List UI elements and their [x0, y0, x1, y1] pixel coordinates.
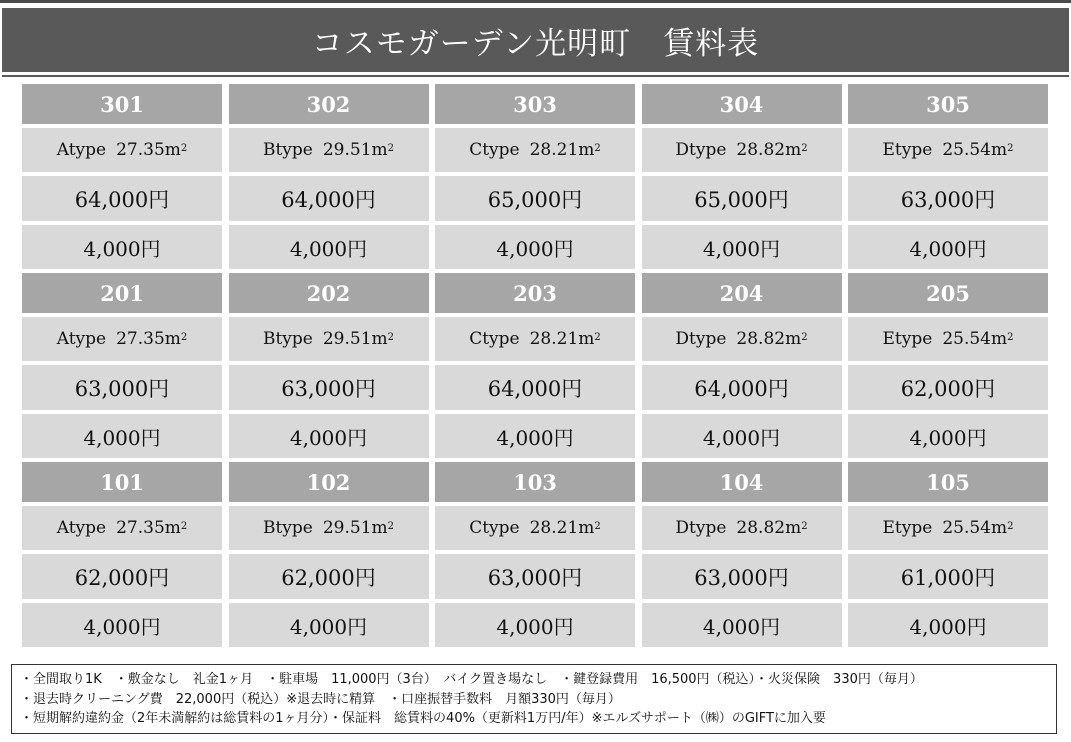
unit-type-cell	[22, 506, 222, 550]
management-fee-cell	[642, 603, 842, 647]
unit-type-label: Atype	[56, 140, 107, 160]
management-fee-cell	[22, 225, 222, 269]
unit-area-value: 28.82	[736, 329, 786, 349]
area-unit-exponent: 2	[387, 142, 395, 154]
room-number-text: 303	[513, 91, 557, 117]
area-unit: m	[164, 140, 181, 160]
area-unit: m	[371, 518, 388, 538]
unit-area-value: 28.21	[529, 518, 579, 538]
management-fee-cell	[229, 414, 429, 458]
area-unit: m	[990, 329, 1008, 349]
rent-cell	[435, 554, 635, 599]
rent-text: 63,000円	[281, 376, 376, 401]
room-number-cell	[642, 273, 842, 313]
notes-box	[11, 664, 1057, 734]
area-unit: m	[785, 518, 802, 538]
room-number-cell	[435, 462, 635, 502]
rent-cell	[435, 176, 635, 221]
room-number-text: 302	[306, 91, 351, 117]
management-fee-cell	[229, 225, 429, 269]
rent-text: 63,000円	[694, 565, 789, 590]
management-fee-cell	[642, 225, 842, 269]
unit-type-cell	[642, 317, 842, 361]
unit-type-cell	[848, 128, 1048, 172]
unit-type-label: Ctype	[469, 329, 520, 349]
area-unit: m	[578, 518, 595, 538]
rent-cell	[229, 365, 429, 410]
unit-area-value: 28.21	[529, 329, 579, 349]
room-number-cell	[229, 462, 429, 502]
rent-text: 65,000円	[694, 187, 789, 212]
room-number-text: 301	[100, 91, 144, 117]
management-fee-text: 4,000円	[909, 614, 987, 639]
rent-text: 63,000円	[900, 187, 996, 212]
rent-text: 62,000円	[900, 376, 996, 401]
rent-cell	[848, 176, 1048, 221]
management-fee-text: 4,000円	[702, 425, 781, 450]
room-number-text: 204	[719, 280, 764, 306]
rent-text: 64,000円	[487, 376, 583, 401]
management-fee-cell	[848, 225, 1048, 269]
room-number-text: 102	[306, 469, 351, 495]
management-fee-text: 4,000円	[909, 236, 987, 261]
unit-type-label: Ctype	[469, 518, 520, 538]
management-fee-text: 4,000円	[83, 236, 161, 261]
area-unit: m	[371, 329, 388, 349]
area-unit-exponent: 2	[801, 142, 808, 154]
unit-type-cell	[848, 506, 1048, 550]
rent-cell	[435, 365, 635, 410]
unit-type-label: Dtype	[675, 518, 727, 538]
room-number-cell	[229, 84, 429, 124]
area-unit: m	[578, 329, 595, 349]
unit-type-cell	[435, 128, 635, 172]
unit-type-cell	[848, 317, 1048, 361]
room-number-cell	[435, 84, 635, 124]
area-unit-exponent: 2	[1007, 331, 1014, 343]
rent-cell	[229, 554, 429, 599]
management-fee-cell	[848, 414, 1048, 458]
room-number-cell	[848, 462, 1048, 502]
management-fee-text: 4,000円	[496, 425, 574, 450]
room-number-text: 202	[306, 280, 351, 306]
management-fee-cell	[435, 225, 635, 269]
note-line-3: ・短期解約違約金（2年未満解約は総賃料の1ヶ月分）・保証料 総賃料の40%（更新料1万円/年）※エルズサポート（㈱）のGIFTに加入要	[20, 711, 826, 726]
rent-cell	[229, 176, 429, 221]
room-number-cell	[642, 462, 842, 502]
rent-text: 61,000円	[900, 565, 996, 590]
area-unit-exponent: 2	[387, 331, 395, 343]
unit-area-value: 28.82	[736, 518, 786, 538]
management-fee-text: 4,000円	[83, 614, 161, 639]
unit-area-value: 27.35	[116, 518, 165, 538]
page-title: コスモガーデン光明町 賃料表	[311, 25, 760, 62]
rent-text: 63,000円	[74, 376, 170, 401]
unit-type-cell	[435, 317, 635, 361]
rent-text: 62,000円	[281, 565, 376, 590]
management-fee-text: 4,000円	[289, 236, 368, 261]
rent-cell	[642, 554, 842, 599]
room-number-text: 203	[513, 280, 557, 306]
room-number-cell	[22, 273, 222, 313]
area-unit-exponent: 2	[1007, 520, 1014, 532]
area-unit-exponent: 2	[594, 331, 601, 343]
unit-type-cell	[435, 506, 635, 550]
unit-type-cell	[22, 128, 222, 172]
rent-cell	[848, 554, 1048, 599]
rent-cell	[642, 365, 842, 410]
area-unit-exponent: 2	[594, 142, 601, 154]
unit-type-label: Dtype	[675, 140, 727, 160]
unit-area-value: 25.54	[942, 140, 991, 160]
room-number-cell	[435, 273, 635, 313]
area-unit-exponent: 2	[180, 331, 188, 343]
management-fee-cell	[22, 414, 222, 458]
room-number-cell	[848, 273, 1048, 313]
unit-type-label: Etype	[882, 140, 933, 160]
unit-area-value: 29.51	[322, 140, 372, 160]
area-unit-exponent: 2	[387, 520, 395, 532]
area-unit: m	[990, 140, 1008, 160]
area-unit: m	[164, 518, 181, 538]
unit-type-label: Etype	[882, 518, 933, 538]
area-unit: m	[164, 329, 181, 349]
management-fee-text: 4,000円	[909, 425, 987, 450]
note-line-2: ・退去時クリーニング費 22,000円（税込）※退去時に精算 ・口座振替手数料 月額330円（毎月）	[20, 691, 621, 707]
unit-area-value: 27.35	[116, 329, 165, 349]
area-unit-exponent: 2	[594, 520, 601, 532]
unit-area-value: 25.54	[942, 329, 991, 349]
room-number-cell	[229, 273, 429, 313]
area-unit: m	[785, 329, 802, 349]
page-title-bar	[2, 8, 1069, 72]
management-fee-cell	[848, 603, 1048, 647]
unit-type-label: Btype	[262, 518, 313, 538]
area-unit: m	[785, 140, 802, 160]
rent-text: 65,000円	[487, 187, 583, 212]
room-number-cell	[848, 84, 1048, 124]
unit-type-label: Atype	[56, 518, 107, 538]
area-unit: m	[371, 140, 388, 160]
area-unit-exponent: 2	[180, 520, 188, 532]
management-fee-text: 4,000円	[702, 614, 781, 639]
area-unit: m	[990, 518, 1008, 538]
management-fee-cell	[642, 414, 842, 458]
management-fee-text: 4,000円	[289, 425, 368, 450]
unit-type-cell	[22, 317, 222, 361]
unit-type-cell	[229, 317, 429, 361]
room-number-text: 104	[719, 469, 764, 495]
area-unit-exponent: 2	[180, 142, 188, 154]
unit-type-label: Etype	[882, 329, 933, 349]
unit-type-label: Ctype	[469, 140, 520, 160]
management-fee-text: 4,000円	[496, 614, 574, 639]
unit-area-value: 29.51	[322, 329, 372, 349]
unit-type-cell	[229, 506, 429, 550]
room-number-cell	[642, 84, 842, 124]
rent-text: 64,000円	[281, 187, 376, 212]
unit-area-value: 28.21	[529, 140, 579, 160]
rent-text: 62,000円	[74, 565, 170, 590]
unit-type-cell	[642, 506, 842, 550]
management-fee-text: 4,000円	[702, 236, 781, 261]
rent-text: 64,000円	[694, 376, 789, 401]
rent-cell	[642, 176, 842, 221]
room-number-cell	[22, 462, 222, 502]
unit-type-cell	[642, 128, 842, 172]
unit-type-cell	[229, 128, 429, 172]
unit-type-label: Btype	[262, 140, 313, 160]
area-unit-exponent: 2	[801, 520, 808, 532]
title-underline	[2, 75, 1069, 77]
room-number-cell	[22, 84, 222, 124]
note-line-1: ・全間取り1K ・敷金なし 礼金1ヶ月 ・駐車場 11,000円（3台） バイク置き場なし ・鍵登録費用 16,500円（税込）・火災保険 330円（毎月）	[20, 672, 923, 687]
rent-table	[22, 84, 1048, 651]
room-number-text: 305	[926, 91, 970, 117]
area-unit-exponent: 2	[801, 331, 808, 343]
unit-type-label: Btype	[262, 329, 313, 349]
room-number-text: 205	[926, 280, 970, 306]
area-unit-exponent: 2	[1007, 142, 1014, 154]
unit-area-value: 27.35	[116, 140, 165, 160]
room-number-text: 201	[100, 280, 144, 306]
management-fee-cell	[229, 603, 429, 647]
management-fee-text: 4,000円	[289, 614, 368, 639]
top-rule	[0, 0, 1071, 3]
rent-cell	[22, 176, 222, 221]
management-fee-cell	[22, 603, 222, 647]
management-fee-text: 4,000円	[83, 425, 161, 450]
room-number-text: 103	[513, 469, 557, 495]
management-fee-cell	[435, 414, 635, 458]
unit-type-label: Atype	[56, 329, 107, 349]
rent-text: 64,000円	[74, 187, 170, 212]
rent-cell	[848, 365, 1048, 410]
rent-text: 63,000円	[487, 565, 583, 590]
rent-cell	[22, 365, 222, 410]
room-number-text: 105	[926, 469, 970, 495]
unit-area-value: 28.82	[736, 140, 786, 160]
management-fee-text: 4,000円	[496, 236, 574, 261]
unit-area-value: 29.51	[322, 518, 372, 538]
management-fee-cell	[435, 603, 635, 647]
unit-type-label: Dtype	[675, 329, 727, 349]
room-number-text: 304	[719, 91, 764, 117]
area-unit: m	[578, 140, 595, 160]
room-number-text: 101	[100, 469, 144, 495]
unit-area-value: 25.54	[942, 518, 991, 538]
rent-cell	[22, 554, 222, 599]
